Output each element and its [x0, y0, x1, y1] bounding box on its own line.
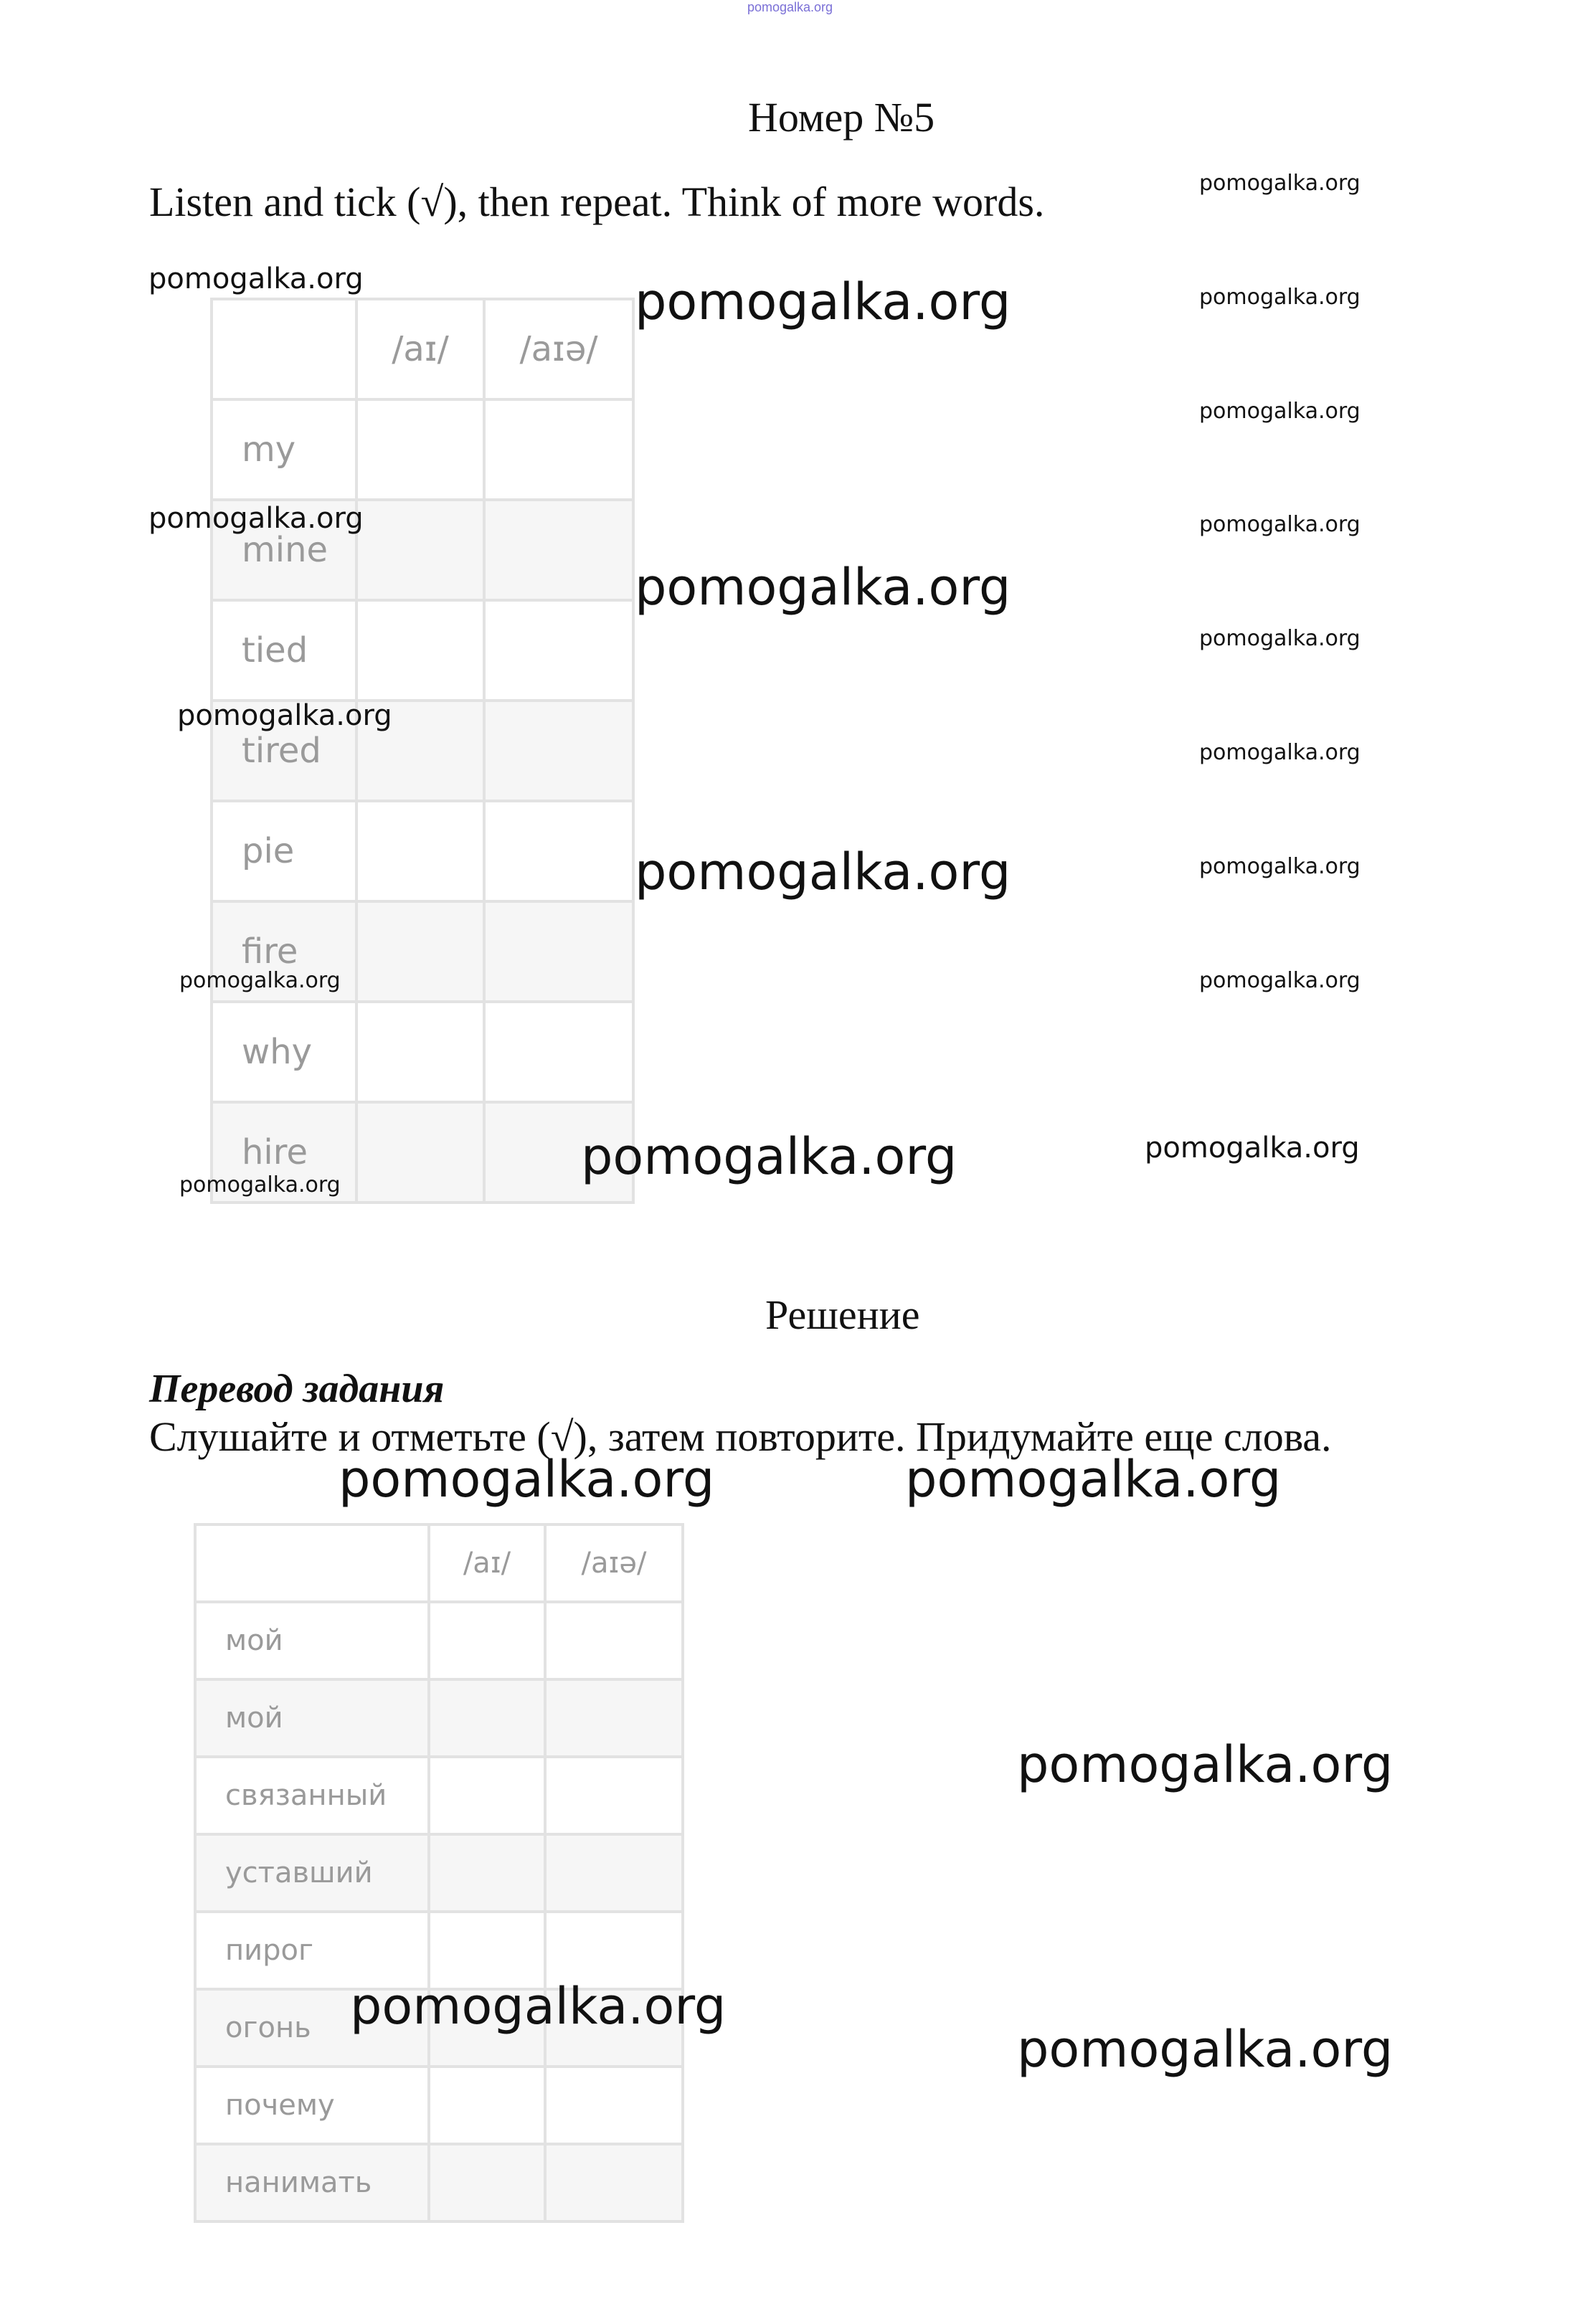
- watermark: pomogalka.org: [905, 1450, 1282, 1509]
- table-header-cell: /aɪ/: [356, 299, 484, 399]
- tick-cell[interactable]: [545, 1757, 683, 1834]
- tick-cell[interactable]: [484, 801, 633, 901]
- table-row: [195, 2067, 683, 2144]
- top-watermark: pomogalka.org: [747, 0, 833, 14]
- watermark: pomogalka.org: [148, 262, 364, 295]
- tick-cell[interactable]: [545, 2067, 683, 2144]
- table-row: [212, 1002, 633, 1102]
- watermark: pomogalka.org: [1145, 1132, 1360, 1165]
- watermark: pomogalka.org: [581, 1127, 957, 1186]
- table-row: [212, 600, 633, 701]
- watermark: pomogalka.org: [635, 272, 1011, 331]
- word-cell: tired: [212, 701, 356, 801]
- watermark: pomogalka.org: [1199, 512, 1361, 537]
- tick-cell[interactable]: [356, 1002, 484, 1102]
- watermark: pomogalka.org: [1199, 854, 1361, 879]
- watermark: pomogalka.org: [1199, 626, 1361, 651]
- watermark: pomogalka.org: [148, 502, 364, 535]
- tick-cell[interactable]: [484, 399, 633, 500]
- word-cell: мой: [195, 1602, 429, 1679]
- word-cell: мой: [195, 1679, 429, 1757]
- table-row: [195, 2144, 683, 2221]
- tick-cell[interactable]: [356, 399, 484, 500]
- watermark: pomogalka.org: [1199, 285, 1361, 310]
- watermark: pomogalka.org: [177, 699, 392, 732]
- word-cell: mine: [212, 500, 356, 600]
- word-cell: my: [212, 399, 356, 500]
- tick-cell[interactable]: [429, 1834, 545, 1912]
- word-cell: уставший: [195, 1834, 429, 1912]
- table-row: [195, 1602, 683, 1679]
- watermark: pomogalka.org: [1199, 740, 1361, 765]
- tick-cell[interactable]: [429, 1757, 545, 1834]
- watermark: pomogalka.org: [1017, 2020, 1394, 2079]
- tick-cell[interactable]: [356, 1102, 484, 1203]
- word-cell: нанимать: [195, 2144, 429, 2221]
- word-cell: fire: [212, 901, 356, 1002]
- watermark: pomogalka.org: [179, 968, 341, 993]
- table-header-cell: /aɪə/: [545, 1524, 683, 1602]
- phonics-table: [210, 298, 635, 1204]
- table-row: [195, 1834, 683, 1912]
- tick-cell[interactable]: [484, 1002, 633, 1102]
- table-header-cell: /aɪ/: [429, 1524, 545, 1602]
- table-row: [195, 1757, 683, 1834]
- table-row: [195, 1679, 683, 1757]
- word-cell: связанный: [195, 1757, 429, 1834]
- table-header-cell: [195, 1524, 429, 1602]
- watermark: pomogalka.org: [179, 1172, 341, 1197]
- watermark: pomogalka.org: [635, 843, 1011, 901]
- word-cell: pie: [212, 801, 356, 901]
- watermark: pomogalka.org: [635, 558, 1011, 617]
- tick-cell[interactable]: [356, 801, 484, 901]
- tick-cell[interactable]: [484, 500, 633, 600]
- watermark: pomogalka.org: [339, 1450, 715, 1509]
- watermark: pomogalka.org: [350, 1977, 727, 2036]
- task-text: Listen and tick (√), then repeat. Think of more words.: [149, 179, 1045, 225]
- solution-title: Решение: [765, 1291, 920, 1338]
- tick-cell[interactable]: [429, 1602, 545, 1679]
- word-cell: пирог: [195, 1912, 429, 1989]
- word-cell: tied: [212, 600, 356, 701]
- word-cell: почему: [195, 2067, 429, 2144]
- word-cell: hire: [212, 1102, 356, 1203]
- watermark: pomogalka.org: [1017, 1735, 1394, 1794]
- tick-cell[interactable]: [545, 1679, 683, 1757]
- word-cell: огонь: [195, 1989, 429, 2067]
- tick-cell[interactable]: [356, 901, 484, 1002]
- tick-cell[interactable]: [356, 600, 484, 701]
- watermark: pomogalka.org: [1199, 968, 1361, 993]
- translation-heading: Перевод задания: [149, 1367, 445, 1411]
- tick-cell[interactable]: [484, 901, 633, 1002]
- tick-cell[interactable]: [429, 2144, 545, 2221]
- tick-cell[interactable]: [429, 2067, 545, 2144]
- watermark: pomogalka.org: [1199, 399, 1361, 424]
- watermark: pomogalka.org: [1199, 171, 1361, 196]
- tick-cell[interactable]: [545, 1602, 683, 1679]
- table-row: [212, 801, 633, 901]
- table-header-cell: /aɪə/: [484, 299, 633, 399]
- translation-text: Слушайте и отметьте (√), затем повторите. Придумайте еще слова.: [149, 1413, 1332, 1460]
- word-cell: why: [212, 1002, 356, 1102]
- table-row: [212, 399, 633, 500]
- page-title: Номер №5: [748, 94, 935, 141]
- tick-cell[interactable]: [545, 1834, 683, 1912]
- translation-table: [194, 1523, 684, 2223]
- tick-cell[interactable]: [545, 2144, 683, 2221]
- tick-cell[interactable]: [484, 701, 633, 801]
- tick-cell[interactable]: [484, 600, 633, 701]
- table-header-cell: [212, 299, 356, 399]
- tick-cell[interactable]: [356, 500, 484, 600]
- tick-cell[interactable]: [429, 1679, 545, 1757]
